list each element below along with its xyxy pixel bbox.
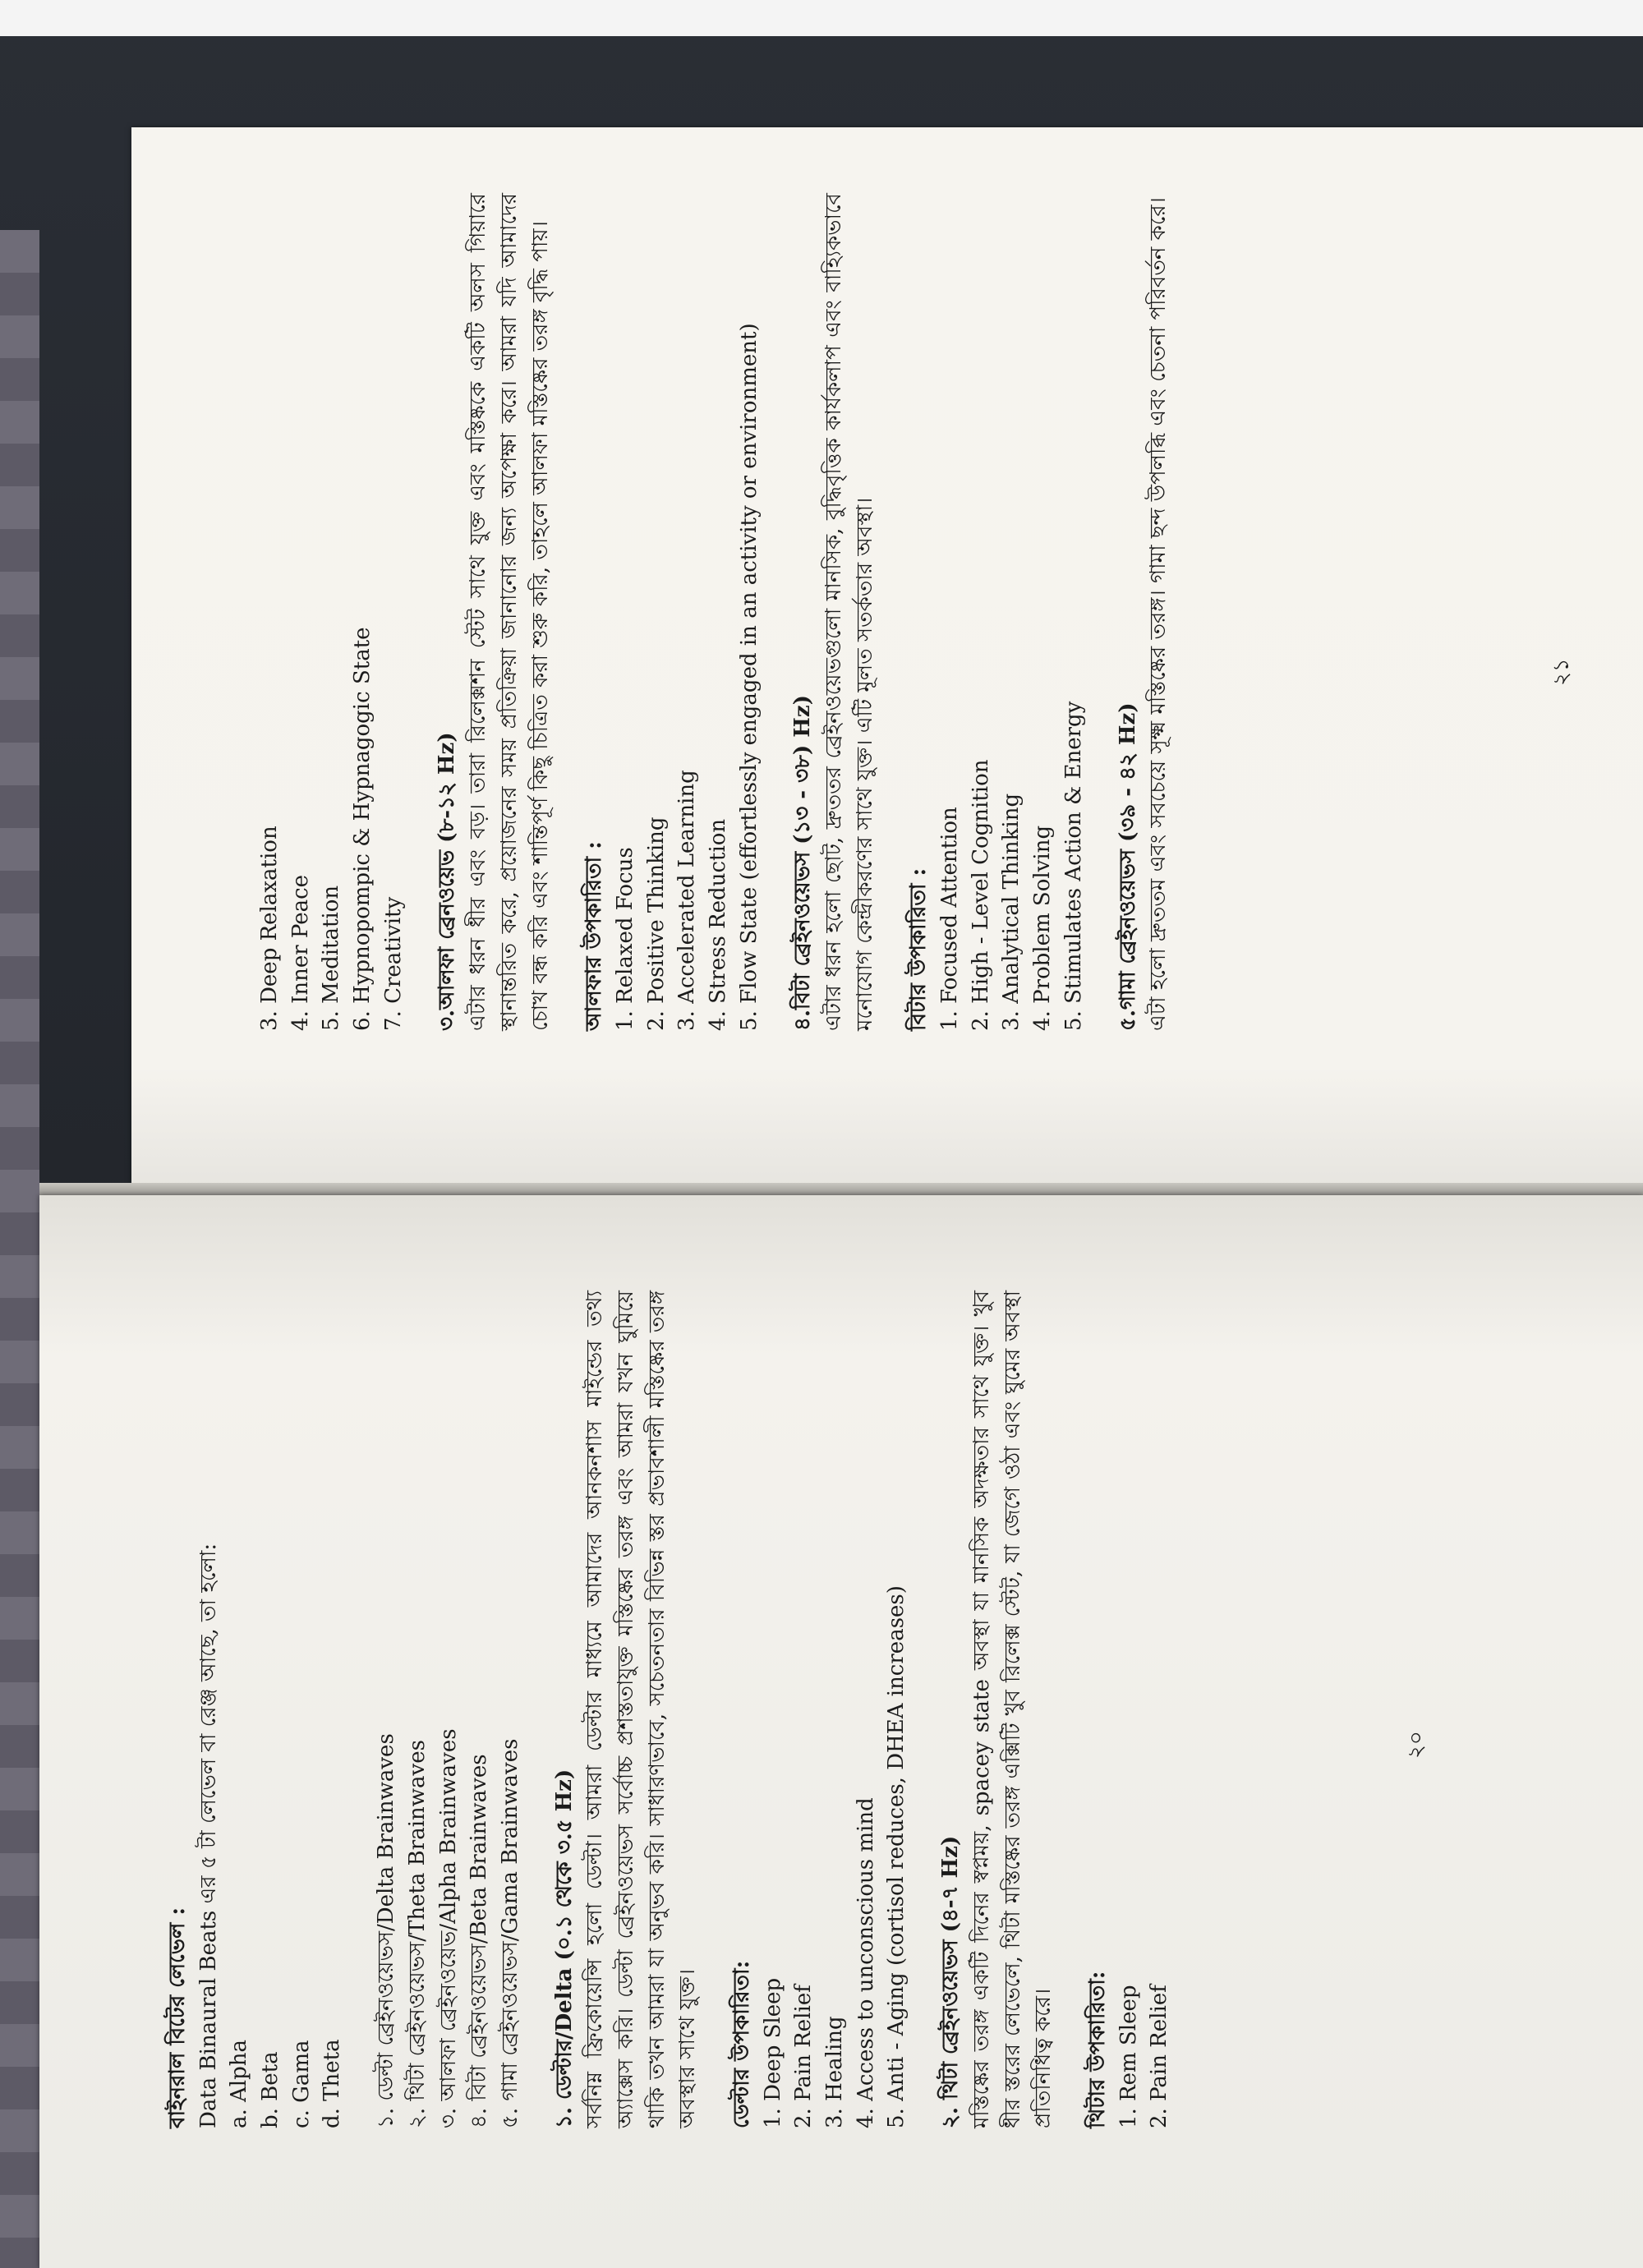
list-item: 5. Anti - Aging (cortisol reduces, DHEA increases): [884, 1585, 909, 2128]
binaural-levels-heading: বাইনরাল বিটের লেভেল :: [165, 1907, 190, 2128]
list-item: 7. Creativity: [380, 896, 406, 1031]
list-item: c. Gama: [288, 2040, 314, 2128]
gamma-heading: ৫.গামা ব্রেইনওয়েভস (৩৯ - ৪২ Hz): [1115, 702, 1140, 1031]
page-21: [131, 127, 1643, 1195]
list-item: 4. Inner Peace: [288, 874, 313, 1031]
list-item: 4. Access to unconscious mind: [853, 1797, 878, 2128]
alpha-benefits-list: [610, 193, 765, 1031]
alpha-heading: ৩.আলফা ব্রেনওয়েভ (৮-১২ Hz): [435, 732, 460, 1031]
list-item: 5. Flow State (effortlessly engaged in an activity or environment): [736, 323, 762, 1031]
list-item: 6. Hypnopompic & Hypnagogic State: [350, 627, 375, 1031]
alpha-benefits-heading: আলফার উপকারিতা :: [582, 841, 607, 1031]
list-item: 4. Stress Reduction: [705, 818, 730, 1031]
list-item: 1. Focused Attention: [937, 807, 963, 1031]
list-item: b. Beta: [258, 2051, 283, 2128]
theta-heading: ২. থিটা ব্রেইনওয়েভস (৪-৭ Hz): [938, 1835, 964, 2128]
list-item: ৫. গামা ব্রেইনওয়েভস/Gama Brainwaves: [497, 1738, 522, 2128]
list-item: 5. Stimulates Action & Energy: [1061, 701, 1086, 1031]
alpha-paragraph: এটার ধরন ধীর এবং বড়। তারা রিলেক্সশন স্টেট সাথে যুক্ত এবং মস্তিষ্ককে একটি অলস গিয়ারে স্থানান্তরিত করে, প্রয়োজনের সময় প্রতিক্রিয়া জানানোর জন্য অপেক্ষা করে। আমরা যদি আমাদের চোখ বন্ধ করি এবং শান্তিপূর্ণ কিছু চিত্রিত করা শুরু করি, তাহলে আলফা মস্তিষ্কের তরঙ্গ বৃদ্ধি পায়।: [466, 193, 553, 1031]
page-number: ২০: [1404, 1731, 1429, 1759]
levels-list: [224, 1290, 348, 2128]
list-item: 1. Relaxed Focus: [612, 847, 637, 1031]
delta-benefits-heading: ডেল্টার উপকারিতা:: [729, 1960, 754, 2128]
beta-benefits-heading: বিটার উপকারিতা :: [906, 867, 932, 1031]
list-item: 3. Healing: [822, 2016, 848, 2128]
list-item: 2. Positive Thinking: [643, 817, 669, 1031]
list-item: 4. Problem Solving: [1030, 825, 1056, 1031]
scanner-top-strip: [0, 0, 1643, 36]
page-21-content: [131, 127, 1643, 1195]
delta-paragraph: সর্বনিম্ন ফ্রিকোয়েন্সি হলো ডেল্টা। আমরা ডেল্টার মাধ্যমে আমাদের আনকনশাস মাইন্ডের তথ্য অ্যাক্সেস করি। ডেল্টা ব্রেইনওয়েভস সর্বোচ্চ প্রশস্ততাযুক্ত মস্তিষ্কের তরঙ্গ এবং আমরা যখন ঘুমিয়ে থাকি তখন আমরা যা অনুভব করি। সাধারণভাবে, সচেতনতার বিভিন্ন স্তর প্রভাবশালী মস্তিষ্কের তরঙ্গ অবস্থার সাথে যুক্ত।: [582, 1290, 701, 2128]
list-item: ২. থিটা ব্রেইনওয়েভস/Theta Brainwaves: [404, 1740, 430, 2128]
list-item: 3. Accelerated Learning: [674, 770, 700, 1031]
list-item: ৩. আলফা ব্রেইনওয়েভ/Alpha Brainwaves: [435, 1728, 461, 2128]
list-item: 3. Deep Relaxation: [257, 826, 282, 1031]
delta-heading: ১. ডেল্টার/Delta (০.১ থেকে ৩.৫ Hz): [551, 1769, 577, 2128]
list-item: 3. Analytical Thinking: [999, 793, 1024, 1031]
beta-paragraph: এটার ধরন হলো ছোট, দ্রুততর ব্রেইনওয়েভগুলো মানসিক, বুদ্ধিবৃত্তিক কার্যকলাপ এবং বাহ্যিকভাবে মনোযোগ কেন্দ্রীকরণের সাথে যুক্ত। এটি মূলত সতর্কতার অবস্থা।: [822, 193, 877, 1031]
page-20-content: [39, 1195, 1643, 2268]
page-20: [39, 1195, 1643, 2268]
theta-paragraph: মস্তিষ্কের তরঙ্গ একটি দিনের স্বপ্নময়, spacey state অবস্থা যা মানসিক অদক্ষতার সাথে যুক্ত। খুব ধীর স্তরের লেভেলে, থিটা মস্তিষ্কের তরঙ্গ এক্সিটি খুব রিলেক্স স্টেট, যা জেগে ওঠা এবং ঘুমের অবস্থা প্রতিনিধিত্ব করে।: [969, 1290, 1056, 2128]
list-item: 5. Meditation: [319, 885, 344, 1031]
delta-benefits-list: [758, 1290, 913, 2128]
list-item: 2. Pain Relief: [791, 1985, 817, 2128]
gamma-paragraph: এটা হলো দ্রুততম এবং সবচেয়ে সূক্ষ্ম মস্তিষ্কের তরঙ্গ। গামা ছন্দ উপলব্ধি এবং চেতনা পরিবর্তন করে।: [1146, 197, 1171, 1031]
theta-benefits-continued: [255, 193, 409, 1031]
list-item: a. Alpha: [227, 2039, 252, 2128]
list-item: 1. Rem Sleep: [1116, 1985, 1141, 2128]
beta-heading: ৪.বিটা ব্রেইনওয়েভস (১৩ - ৩৮) Hz): [790, 695, 816, 1031]
theta-benefits-list: [1114, 1290, 1176, 2128]
list-item: ৪. বিটা ব্রেইনওয়েভস/Beta Brainwaves: [467, 1754, 492, 2128]
list-item: 2. Pain Relief: [1147, 1985, 1172, 2128]
theta-benefits-heading: থিটার উপকারিতা:: [1084, 1971, 1110, 2128]
page-20-column: [163, 1290, 1176, 2128]
list-item: 1. Deep Sleep: [760, 1977, 785, 2128]
list-item: ১. ডেল্টা ব্রেইনওয়েভস/Delta Brainwaves: [374, 1733, 399, 2128]
binaural-intro: Data Binaural Beats এর ৫ টা লেভেল বা রেঞ্জ আছে, তা হলো:: [196, 1543, 221, 2128]
list-item: d. Theta: [320, 2039, 345, 2128]
adjacent-page-edge: [0, 230, 39, 2268]
page-21-column: [255, 193, 1175, 1031]
brainwaves-list: [371, 1290, 526, 2128]
page-number: ২১: [1549, 658, 1574, 686]
list-item: 2. High - Level Cognition: [968, 759, 993, 1031]
beta-benefits-list: [935, 193, 1089, 1031]
